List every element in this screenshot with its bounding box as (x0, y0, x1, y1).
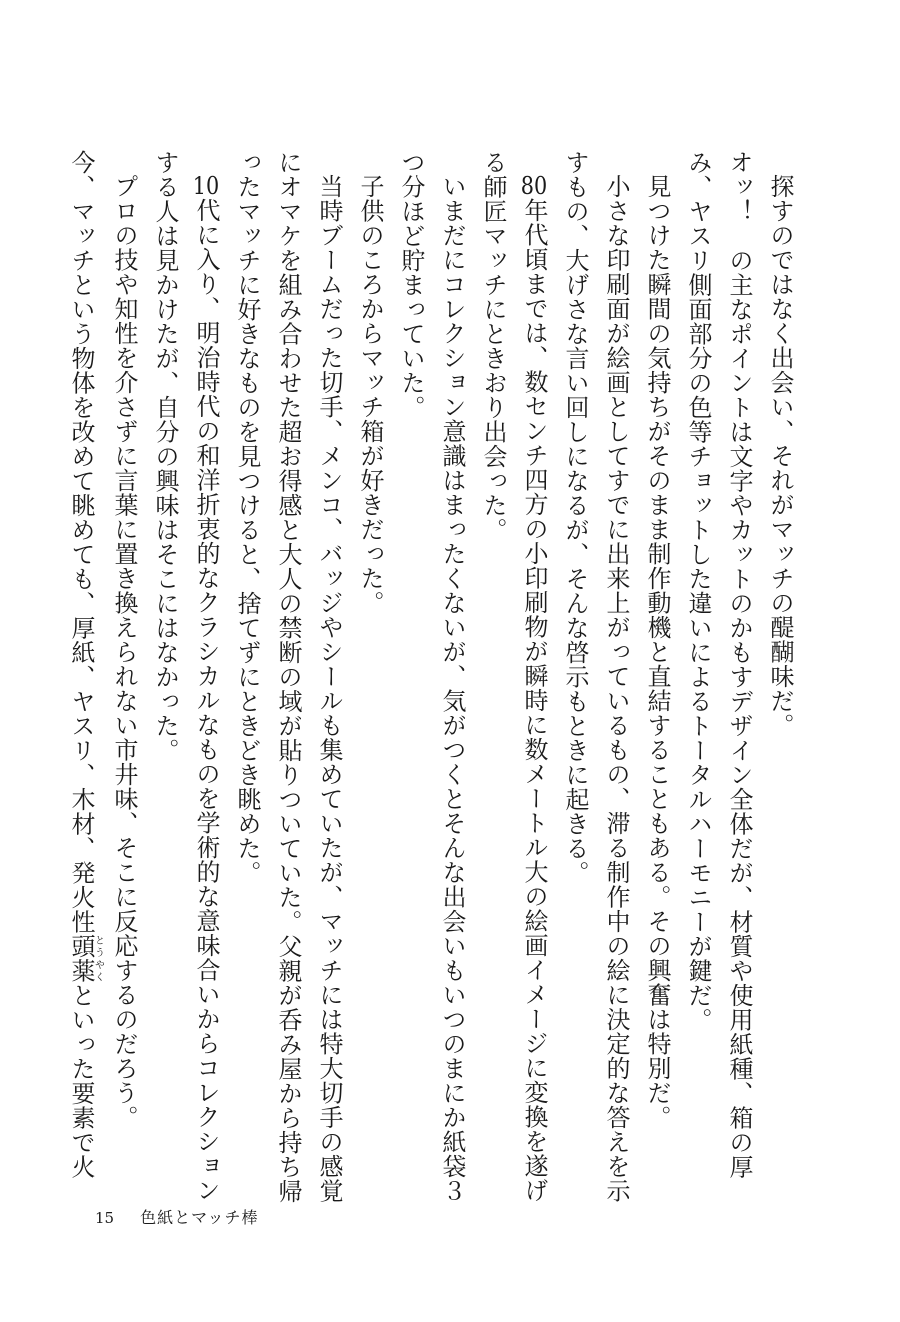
running-title: 色紙とマッチ棒 (140, 1208, 259, 1227)
text-column: 当時ブームだった切手、メンコ、バッジやシールも集めていたが、マッチには特大切手の感覚 (315, 174, 343, 1203)
body-text (67, 150, 800, 1204)
tate-chu-yoko-number: 80 (520, 174, 548, 198)
column-text: 年代頃までは、数センチ四方の小印刷物が瞬時に数メートル大の絵画イメージに変換を遂げ (520, 198, 548, 1203)
column-text: 代に入り、明治時代の和洋折衷的なクラシカルなものを学術的な意味合いからコレクション (192, 198, 220, 1203)
text-column: する人は見かけたが、自分の興味はそこにはなかった。 (151, 150, 179, 763)
column-text: といった要素で火 (67, 983, 95, 1179)
ruby-annotation (67, 934, 104, 983)
text-column: オッ！ の主なポイントは文字やカットのかもすデザイン全体だが、材質や使用紙種、箱の厚 (725, 150, 753, 1179)
text-column: すもの、大げさな言い回しになるが、そんな啓示もときに起きる。 (561, 150, 589, 885)
text-column: 見つけた瞬間の気持ちがそのまま制作動機と直結することもある。その興奮は特別だ。 (643, 174, 671, 1130)
text-column: いまだにコレクション意識はまったくないが、気がつくとそんな出会いもいつのまにか紙袋３ (438, 174, 466, 1203)
text-column: 小さな印刷面が絵画としてすでに出来上がっているもの、滞る制作中の絵に決定的な答えを示 (602, 174, 630, 1203)
ruby-reading: とうやく (92, 934, 104, 983)
text-column (513, 150, 554, 1203)
tate-chu-yoko-number: 10 (192, 174, 220, 198)
text-column: プロの技や知性を介さずに言葉に置き換えられない市井味、そこに反応するのだろう。 (110, 174, 138, 1130)
page-number: 15 (95, 1209, 115, 1227)
text-column: み、ヤスリ側面部分の色等チョットした違いによるトータルハーモニーが鍵だ。 (684, 150, 712, 1032)
ruby-base: 頭薬 (67, 934, 95, 983)
text-column: 探すのではなく出会い、それがマッチの醍醐味だ。 (766, 174, 794, 738)
text-column: ったマッチに好きなものを見つけると、捨てずにときどき眺めた。 (233, 150, 261, 885)
text-column (185, 150, 226, 1203)
text-column (60, 150, 104, 1179)
text-column: にオマケを組み合わせた超お得感と大人の禁断の域が貼りついていた。父親が呑み屋から持ち帰 (274, 150, 302, 1204)
text-column: る師匠マッチにときおり出会った。 (479, 150, 507, 542)
text-column: 子供のころからマッチ箱が好きだった。 (356, 174, 384, 615)
column-text: 今、マッチという物体を改めて眺めても、厚紙、ヤスリ、木材、発火性 (67, 150, 95, 934)
text-column: つ分ほど貯まっていた。 (397, 150, 425, 420)
page-footer (95, 1205, 258, 1228)
